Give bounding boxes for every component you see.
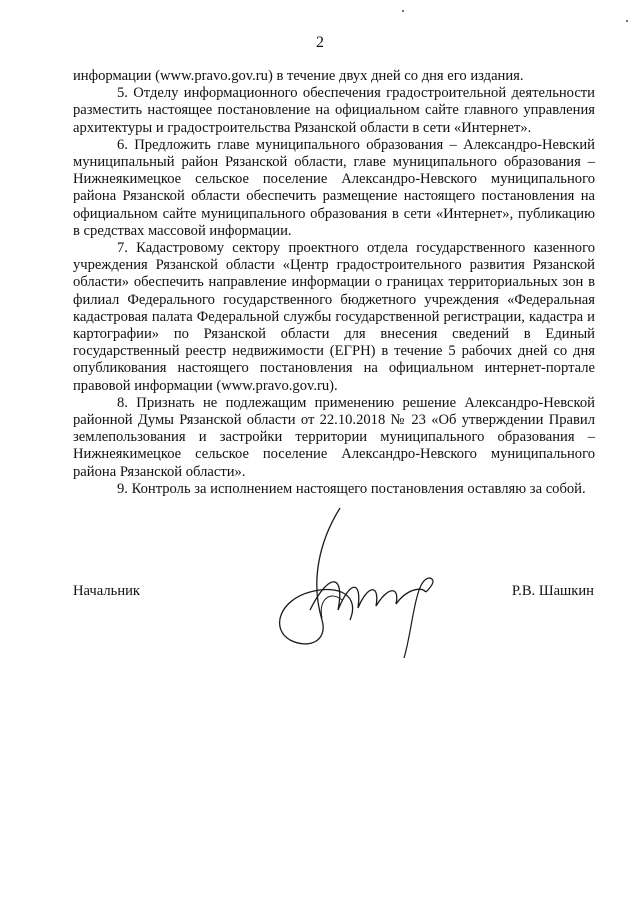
scan-speck: [402, 10, 404, 12]
signature-title: Начальник: [73, 583, 141, 599]
document-body: [73, 68, 595, 498]
paragraph-item-5: 5. Отделу информационного обеспечения градостроительной деятельности разместить настоящее постановление на официальном сайте главного управления архитектуры и градостроительства Рязанской области в сети «Интернет».: [73, 85, 595, 136]
paragraph-item-8: 8. Признать не подлежащим применению решение Александро-Невской районной Думы Рязанской области от 22.10.2018 № 23 «Об утверждении Правил землепользования и застройки территории муниципального образования – Нижнеякимецкое сельское поселение Александро-Невского муниципального района Рязанской области».: [73, 394, 595, 480]
paragraph-item-9: 9. Контроль за исполнением настоящего постановления оставляю за собой.: [117, 480, 586, 497]
paragraph-continuation: информации (www.pravo.gov.ru) в течение двух дней со дня его издания.: [73, 68, 524, 84]
scan-speck: [626, 20, 628, 22]
signatory-name: Р.В. Шашкин: [511, 583, 594, 599]
paragraph-item-6: 6. Предложить главе муниципального образования – Александро-Невский муниципальный район Рязанской области, главе муниципального образования – Нижнеякимецкое сельское поселение Александро-Невского муниципального района Рязанской области обеспечить размещение настоящего постановления на официальном сайте муниципального образования в сети «Интернет», публикацию в средствах массовой информации.: [73, 136, 595, 239]
handwritten-signature: [250, 500, 440, 660]
paragraph-item-7: 7. Кадастровому сектору проектного отдела государственного казенного учреждения Рязанской области «Центр градостроительного развития Рязанской области» обеспечить направление информации о границах территориальных зон в филиал Федерального государственного бюджетного учреждения «Федеральная кадастровая палата Федеральной службы государственной регистрации, кадастра и картографии» по Рязанской области для внесения сведений в Единый государственный реестр недвижимости (ЕГРН) в течение 5 рабочих дней со дня опубликования настоящего постановления на официальном интернет-портале правовой информации (www.pravo.gov.ru).: [73, 240, 595, 394]
page-number: 2: [316, 34, 324, 51]
